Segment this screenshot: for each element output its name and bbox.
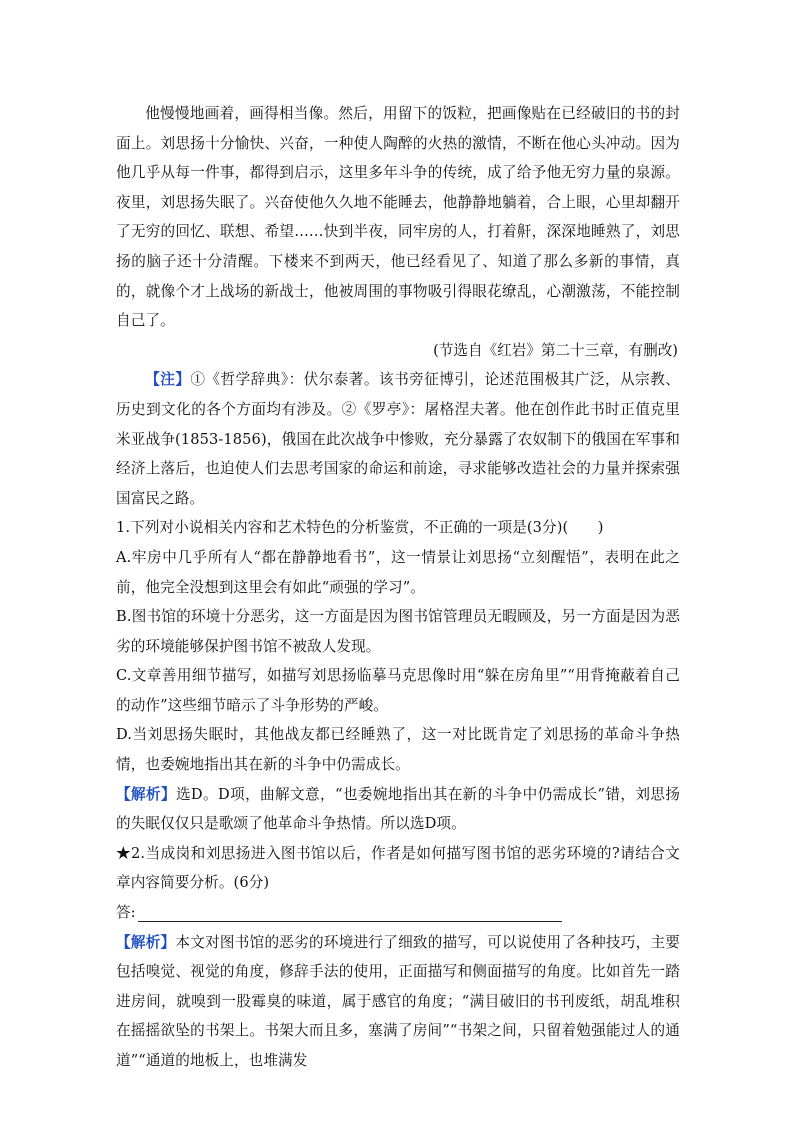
note-tag: 【注】 bbox=[145, 371, 191, 389]
answer-line bbox=[116, 898, 680, 928]
answer-label: 答: bbox=[116, 904, 136, 922]
note-paragraph bbox=[116, 365, 680, 513]
question-1-stem: 1.下列对小说相关内容和艺术特色的分析鉴赏，不正确的一项是(3分)( ) bbox=[116, 519, 604, 537]
analysis-tag: 【解析】 bbox=[116, 785, 176, 803]
question-1-option-c: C.文章善用细节描写，如描写刘思扬临摹马克思像时用“躲在房角里”“用背掩蔽着自己的动作”这些细节暗示了斗争形势的严峻。 bbox=[116, 667, 680, 714]
passage-paragraph: 他慢慢地画着，画得相当像。然后，用留下的饭粒，把画像贴在已经破旧的书的封面上。刘思扬十分愉快、兴奋，一种使人陶醉的火热的激情，不断在他心头冲动。因为他几乎从每一件事，都得到启示，这里多年斗争的传统，成了给予他无穷力量的泉源。夜里，刘思扬失眠了。兴奋使他久久地不能睡去，他静静地躺着，合上眼，心里却翻开了无穷的回忆、联想、希望……快到半夜，同牢房的人，打着鼾，深深地睡熟了，刘思扬的脑子还十分清醒。下楼来不到两天，他已经看见了、知道了那么多新的事情，真的，就像个才上战场的新战士，他被周围的事物吸引得眼花缭乱，心潮激荡，不能控制自己了。 bbox=[116, 105, 680, 330]
question-1-analysis-text: 选D。D项，曲解文意，“也委婉地指出其在新的斗争中仍需成长”错，刘思扬的失眠仅仅只是歌颂了他革命斗争热情。所以选D项。 bbox=[116, 785, 680, 833]
analysis-tag: 【解析】 bbox=[116, 933, 176, 951]
question-1-option-b: B.图书馆的环境十分恶劣，这一方面是因为图书馆管理员无暇顾及，另一方面是因为恶劣的环境能够保护图书馆不被敌人发现。 bbox=[116, 608, 680, 655]
note-text: ①《哲学辞典》：伏尔泰著。该书旁征博引，论述范围极其广泛，从宗教、历史到文化的各个方面均有涉及。②《罗亭》：屠格涅夫著。他在创作此书时正值克里米亚战争(1853-1856)，俄国在此次战争中惨败，充分暴露了农奴制下的俄国在军事和经济上落后，也迫使人们去思考国家的命运和前途，寻求能够改造社会的力量并探索强国富民之路。 bbox=[116, 371, 680, 507]
answer-blank[interactable] bbox=[138, 903, 562, 922]
question-1-analysis bbox=[116, 780, 680, 839]
question-2-analysis bbox=[116, 928, 680, 1076]
passage-source: (节选自《红岩》第二十三章，有删改) bbox=[433, 341, 678, 359]
question-2-stem: ★2.当成岗和刘思扬进入图书馆以后，作者是如何描写图书馆的恶劣环境的?请结合文章内容简要分析。(6分) bbox=[116, 844, 680, 892]
question-1-option-d: D.当刘思扬失眠时，其他战友都已经睡熟了，这一对比既肯定了刘思扬的革命斗争热情，也委婉地指出其在新的斗争中仍需成长。 bbox=[116, 726, 680, 774]
question-2-analysis-text: 本文对图书馆的恶劣的环境进行了细致的描写，可以说使用了各种技巧，主要包括嗅觉、视觉的角度，修辞手法的使用，正面描写和侧面描写的角度。比如首先一踏进房间，就嗅到一股霉臭的味道，属于感官的角度；“满目破旧的书刊废纸，胡乱堆积在摇摇欲坠的书架上。书架大而且多，塞满了房间”“书架之间，只留着勉强能过人的通道”“通道的地板上，也堆满发 bbox=[116, 933, 680, 1069]
question-1-option-a: A.牢房中几乎所有人“都在静静地看书”，这一情景让刘思扬“立刻醒悟”，表明在此之前，他完全没想到这里会有如此“顽强的学习”。 bbox=[116, 548, 680, 596]
